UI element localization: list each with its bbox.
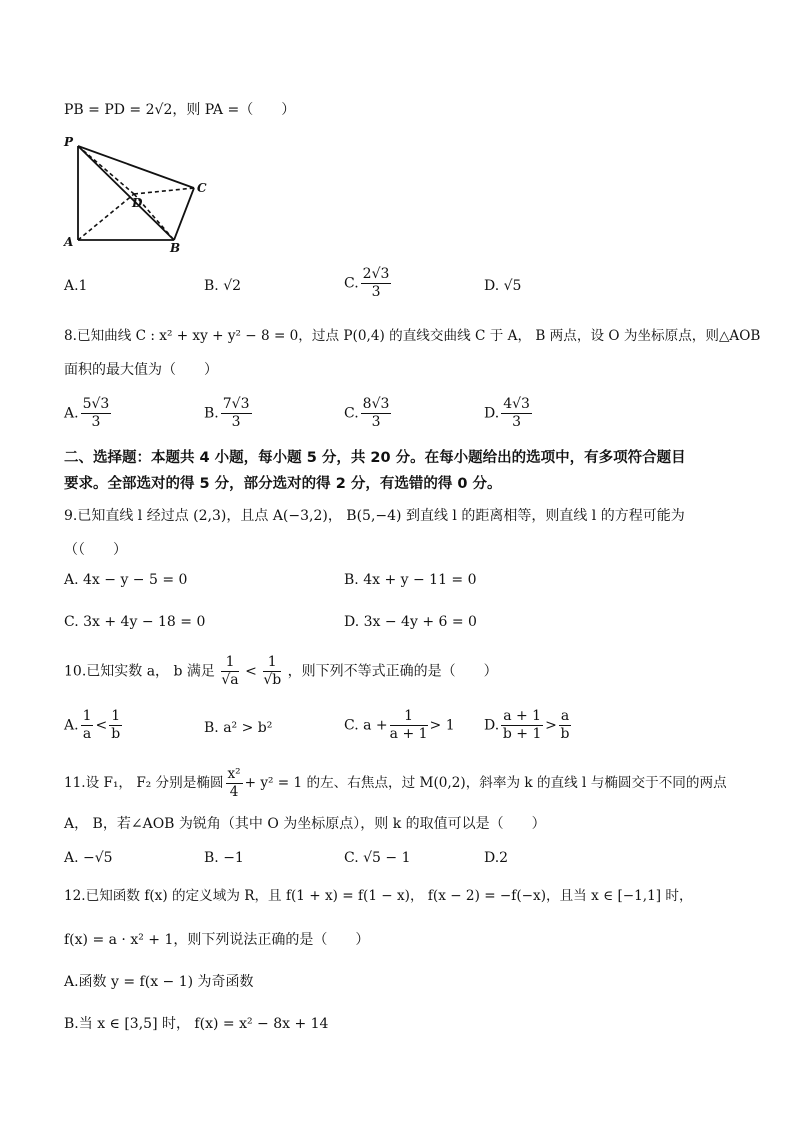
fraction-numerator: 1 — [390, 708, 428, 726]
q8-option-a — [64, 396, 113, 431]
q9-option-c: C. 3x + 4y − 18 = 0 — [64, 614, 206, 630]
section2-instructions-line2: 要求。全部选对的得 5 分，部分选对的得 2 分，有选错的得 0 分。 — [64, 476, 502, 492]
fraction-denominator: a + 1 — [389, 726, 428, 742]
edge-PC — [78, 146, 194, 188]
less-than-sign: < — [95, 717, 108, 734]
fraction-denominator: √a — [221, 672, 239, 688]
fraction-denominator: b + 1 — [502, 726, 542, 742]
q8-option-b — [204, 396, 254, 431]
q12-stem-line2: f(x) = a · x² + 1，则下列说法正确的是（ ） — [64, 932, 370, 948]
q10-prefix: 10.已知实数 a， b 满足 — [64, 663, 215, 680]
q9-option-a: A. 4x − y − 5 = 0 — [64, 572, 188, 588]
label-A: A — [64, 235, 74, 249]
q7-option-a: A.1 — [64, 278, 88, 294]
option-tail: > 1 — [429, 717, 455, 734]
option-label: C. — [344, 405, 359, 422]
label-P: P — [64, 135, 74, 149]
fraction-numerator: 8√3 — [362, 396, 390, 412]
option-label: C. a + — [344, 717, 388, 734]
q9-paren: （（ ） — [64, 542, 127, 558]
fraction-denominator: 3 — [231, 414, 241, 430]
fraction-denominator: b — [111, 726, 121, 742]
q9-stem: 9.已知直线 l 经过点 (2,3)，且点 A(−3,2)， B(5,−4) 到直线 l 的距离相等，则直线 l 的方程可能为 — [64, 508, 685, 524]
fraction-numerator: 1 — [263, 654, 281, 672]
q10-option-a — [64, 708, 124, 743]
label-D: D — [132, 196, 143, 210]
option-fraction — [501, 396, 532, 431]
q10-option-c — [344, 708, 455, 743]
q7-option-b: B. √2 — [204, 278, 242, 294]
q7-option-c — [344, 266, 393, 301]
option-fraction — [361, 396, 392, 431]
q12-option-a: A.函数 y = f(x − 1) 为奇函数 — [64, 974, 254, 990]
q11-suffix: + y² = 1 的左、右焦点，过 M(0,2)，斜率为 k 的直线 l 与椭圆交于不同的两点 — [244, 775, 727, 791]
q11-option-d: D.2 — [484, 850, 509, 866]
q10-fraction-2 — [263, 654, 281, 689]
q10-fraction-1 — [221, 654, 238, 689]
q8-stem-line1: 8.已知曲线 C : x² + xy + y² − 8 = 0，过点 P(0,4) 的直线交曲线 C 于 A， B 两点，设 O 为坐标原点，则△AOB — [64, 328, 761, 344]
q9-option-b: B. 4x + y − 11 = 0 — [344, 572, 477, 588]
pyramid-figure — [60, 132, 220, 252]
q7-option-c-label: C. — [344, 275, 359, 292]
q7-option-c-fraction — [361, 266, 392, 301]
q12-option-b: B.当 x ∈ [3,5] 时， f(x) = x² − 8x + 14 — [64, 1016, 329, 1032]
q10-option-d — [484, 708, 573, 743]
option-label: D. — [484, 717, 500, 734]
option-fraction — [390, 708, 428, 743]
q11-option-a: A. −√5 — [64, 850, 113, 866]
q8-option-c — [344, 396, 393, 431]
label-C: C — [197, 181, 207, 195]
fraction-denominator: √b — [263, 672, 282, 688]
fraction-denominator: 3 — [371, 414, 381, 430]
option-label: A. — [64, 405, 79, 422]
fraction-numerator: 4√3 — [503, 396, 530, 412]
edge-AD — [78, 194, 134, 240]
option-label: A. — [64, 717, 79, 734]
label-B: B — [170, 241, 181, 252]
fraction-numerator: 1 — [221, 654, 238, 672]
q10-option-b: B. a² > b² — [204, 720, 273, 736]
fraction-numerator: x² — [227, 766, 241, 782]
section2-instructions-line1: 二、选择题：本题共 4 小题，每小题 5 分，共 20 分。在每小题给出的选项中，有多项符合题目 — [64, 450, 686, 466]
q12-stem-line1: 12.已知函数 f(x) 的定义域为 R，且 f(1 + x) = f(1 − x)， f(x − 2) = −f(−x)，且当 x ∈ [−1,1] 时， — [64, 888, 693, 904]
q11-option-b: B. −1 — [204, 850, 244, 866]
q8-option-d — [484, 396, 534, 431]
fraction-numerator: a — [560, 708, 570, 724]
option-fraction — [109, 708, 122, 743]
q9-option-d: D. 3x − 4y + 6 = 0 — [344, 614, 477, 630]
greater-than-sign: > — [545, 717, 557, 734]
option-fraction — [221, 396, 252, 431]
edge-BC — [174, 188, 194, 240]
q10-suffix: ，则下列不等式正确的是（ ） — [287, 663, 498, 680]
q11-fraction — [226, 766, 243, 801]
edge-DC — [134, 188, 194, 194]
fraction-numerator: 1 — [111, 708, 121, 724]
q7-continuation: PB = PD = 2√2，则 PA =（ ） — [64, 102, 296, 118]
fraction-denominator: b — [560, 726, 570, 742]
q8-stem-line2: 面积的最大值为（ ） — [64, 362, 218, 378]
q10-stem — [64, 654, 498, 689]
fraction-denominator: 3 — [91, 414, 101, 430]
option-label: D. — [484, 405, 500, 422]
option-fraction — [81, 396, 112, 431]
q11-stem-line2: A， B，若∠AOB 为锐角（其中 O 为坐标原点），则 k 的取值可以是（ ） — [64, 816, 546, 832]
fraction-denominator: 4 — [229, 784, 239, 800]
option-fraction — [559, 708, 571, 743]
edge-PB — [78, 146, 174, 240]
fraction-numerator: 5√3 — [82, 396, 110, 412]
q11-stem-line1 — [64, 766, 727, 801]
fraction-numerator: 1 — [82, 708, 92, 724]
less-than-sign: < — [245, 663, 257, 680]
fraction-denominator: a — [82, 726, 92, 742]
fraction-numerator: 2√3 — [362, 266, 390, 282]
option-label: B. — [204, 405, 219, 422]
fraction-denominator: 3 — [371, 284, 381, 300]
q11-prefix: 11.设 F₁， F₂ 分别是椭圆 — [64, 775, 224, 791]
option-fraction — [501, 708, 543, 743]
option-fraction — [81, 708, 94, 743]
q11-option-c: C. √5 − 1 — [344, 850, 411, 866]
fraction-numerator: a + 1 — [503, 708, 542, 724]
fraction-numerator: 7√3 — [222, 396, 250, 412]
q7-option-d: D. √5 — [484, 278, 522, 294]
fraction-denominator: 3 — [512, 414, 522, 430]
